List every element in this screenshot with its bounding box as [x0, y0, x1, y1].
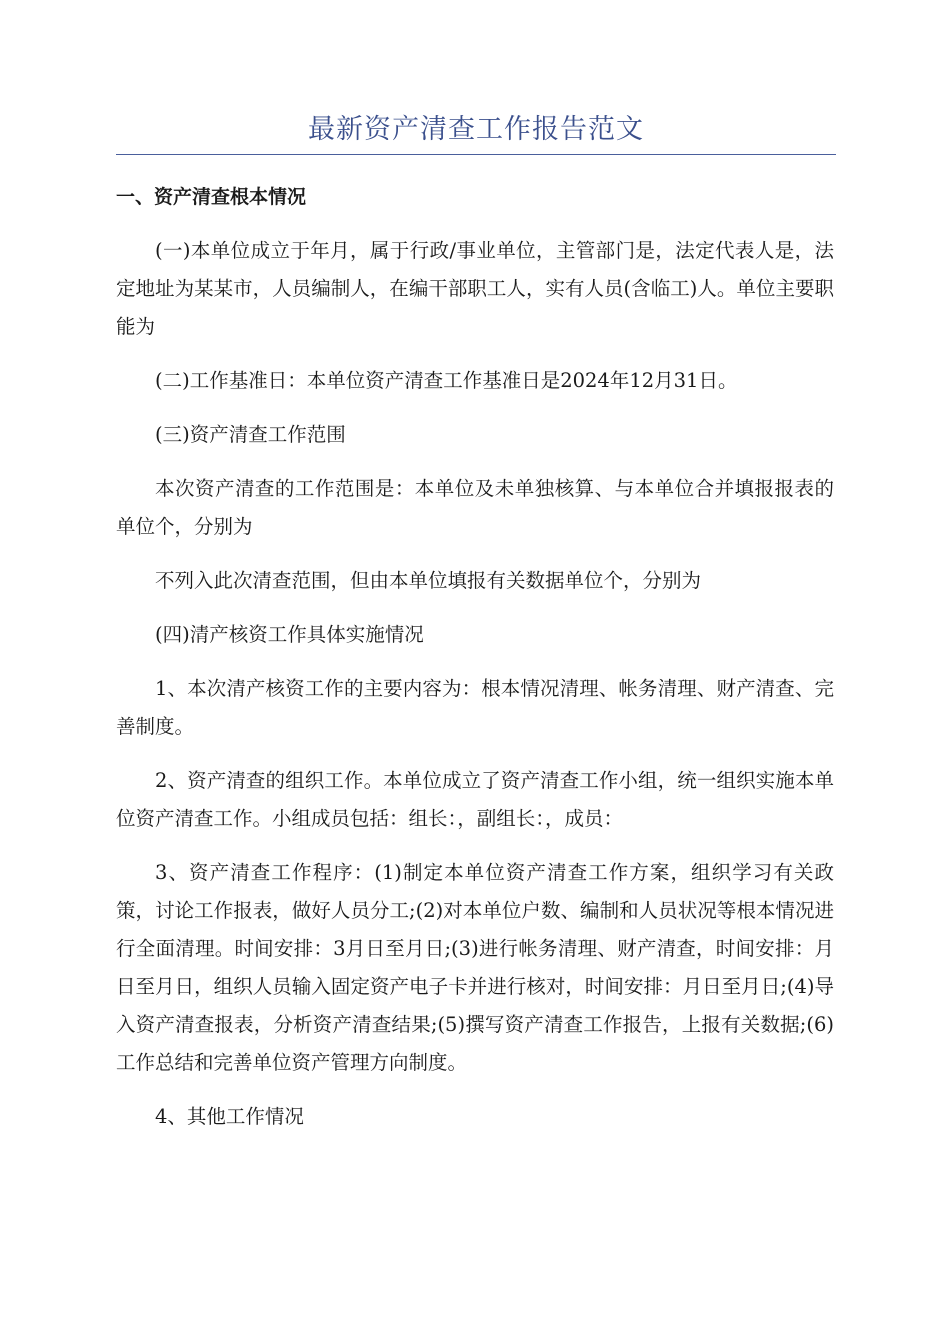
paragraph-2: (二)工作基准日：本单位资产清查工作基准日是2024年12月31日。: [155, 369, 738, 392]
paragraph-7: 1、本次清产核资工作的主要内容为：根本情况清理、帐务清理、财产清查、完善制度。: [116, 677, 834, 738]
paragraph-5: 不列入此次清查范围，但由本单位填报有关数据单位个，分别为: [155, 569, 702, 592]
paragraph-6: (四)清产核资工作具体实施情况: [155, 623, 424, 646]
paragraph-3: (三)资产清查工作范围: [155, 423, 346, 446]
document-body: [116, 178, 834, 1152]
paragraph-4: 本次资产清查的工作范围是：本单位及未单独核算、与本单位合并填报报表的单位个，分别为: [116, 477, 834, 538]
paragraph-1: (一)本单位成立于年月，属于行政/事业单位，主管部门是，法定代表人是，法定地址为某某市，人员编制人，在编干部职工人，实有人员(含临工)人。单位主要职能为: [116, 239, 834, 338]
paragraph-10: 4、其他工作情况: [155, 1105, 304, 1128]
section-heading: 一、资产清查根本情况: [116, 186, 307, 208]
paragraph-8: 2、资产清查的组织工作。本单位成立了资产清查工作小组，统一组织实施本单位资产清查工作。小组成员包括：组长：，副组长：，成员：: [116, 769, 834, 830]
paragraph-9: 3、资产清查工作程序：(1)制定本单位资产清查工作方案，组织学习有关政策，讨论工作报表，做好人员分工;(2)对本单位户数、编制和人员状况等根本情况进行全面清理。时间安排：3月日至月日;(3)进行帐务清理、财产清查，时间安排：月日至月日，组织人员输入固定资产电子卡并进行核对，时间安排：月日至月日;(4)导入资产清查报表，分析资产清查结果;(5)撰写资产清查工作报告，上报有关数据;(6)工作总结和完善单位资产管理方向制度。: [116, 861, 834, 1074]
title-divider: [116, 154, 836, 155]
document-title: 最新资产清查工作报告范文: [308, 114, 644, 145]
